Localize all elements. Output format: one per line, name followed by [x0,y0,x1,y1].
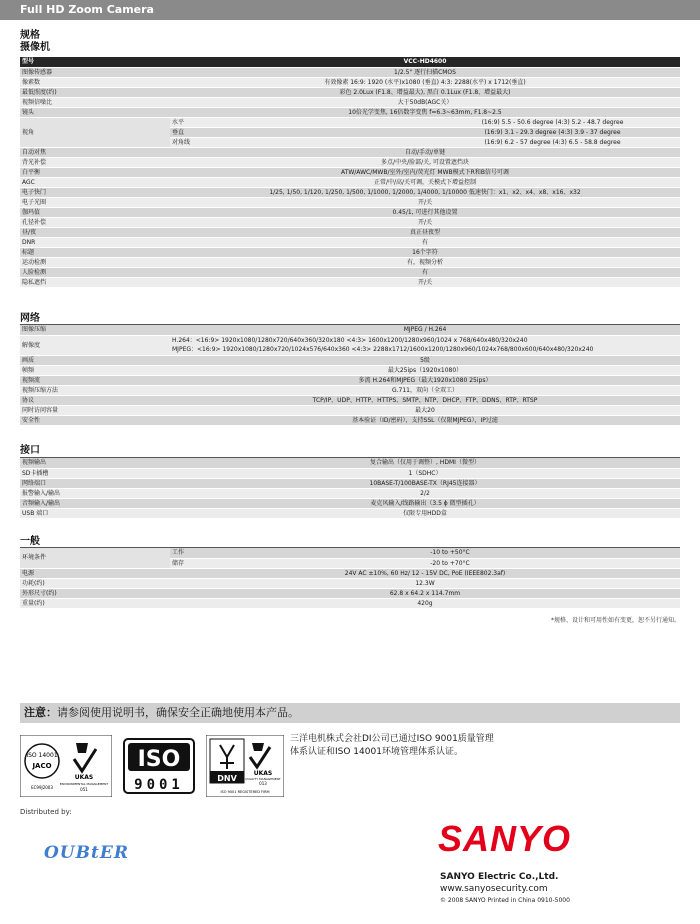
safety-notice [20,703,680,723]
spec-sub-label: 工作 [170,548,220,558]
product-title: Full HD Zoom Camera [20,3,154,16]
crown-icon [252,743,264,751]
spec-value: 大于50dB(AGC关） [170,97,680,107]
ukas-text: UKAS [253,770,273,777]
spec-footnote: *规格、设计和可用性如有变更，恕不另行通知。 [550,617,680,624]
table-header-row [20,57,680,67]
spec-heading [20,30,50,54]
table-row [20,107,680,117]
spec-label: 视频流 [20,375,170,385]
spec-sub-label: 垂直 [170,127,425,137]
spec-value: 16个字符 [170,247,680,257]
spec-value: MJPEG / H.264 [170,325,680,335]
crown-icon [76,743,88,753]
table-row [20,147,680,157]
table-row [20,87,680,97]
spec-value: 真正昼夜型 [170,227,680,237]
spec-value: 1/2.5" 逐行扫描CMOS [170,67,680,77]
copyright-text: © 2008 SANYO Printed in China 0910-5000 [440,897,570,904]
table-row [20,588,680,598]
registered-firm-caption: ISO 9001 REGISTERED FIRM [220,790,270,794]
ukas-number: 013 [259,781,267,786]
spec-label: 电源 [20,568,170,578]
spec-label: 重量(约) [20,598,170,608]
spec-label: 视频输出 [20,458,170,468]
table-row [20,458,680,468]
spec-value: 有效像素 16:9: 1920 (水平)x1080 (垂直) 4:3: 2288(水平) x 1712(垂直) [170,77,680,87]
spec-value: 12.3W [170,578,680,588]
spec-label: 背光补偿 [20,157,170,167]
spec-value: -20 to +70°C [220,558,680,568]
spec-value: 5级 [170,355,680,365]
table-row [20,187,680,197]
spec-label: 功耗(约) [20,578,170,588]
spec-value: 1/25, 1/50, 1/120, 1/250, 1/500, 1/1000, 1/2000, 1/4000, 1/10000 低速快门：x1、x2、x4、x8、x16、x32 [170,187,680,197]
table-row [20,385,680,395]
interface-heading: 接口 [20,445,40,456]
spec-group-label: 环境条件 [20,548,170,568]
table-row [20,207,680,217]
spec-value: G.711，双向（全双工） [170,385,680,395]
notice-text: 请参阅使用说明书，确保安全正确地使用本产品。 [57,706,299,719]
spec-value: 24V AC ±10%, 60 Hz/ 12 - 15V DC, PoE (IEEE802.3af) [170,568,680,578]
spec-label: 视频压缩方法 [20,385,170,395]
spec-label: 音频输入/输出 [20,498,170,508]
table-row [20,77,680,87]
table-row [20,217,680,227]
table-row [20,598,680,608]
spec-label: 白平衡 [20,167,170,177]
spec-label: 帧频 [20,365,170,375]
spec-label: 隐私遮挡 [20,277,170,287]
table-row [20,488,680,498]
model-label: 型号 [20,57,170,67]
spec-label: DNR [20,237,170,247]
spec-label: 电子光圈 [20,197,170,207]
certification-statement [290,733,550,759]
spec-value: ATW/AWC/MWB/室外/室内/荧光灯 MWB模式下R和B信号可调 [170,167,680,177]
spec-value: 彩色 2.0Lux (F1.8、增益最大), 黑白 0.1Lux (F1.8、增益最大) [170,87,680,97]
spec-value: 最大20 [170,405,680,415]
spec-label: 解像度 [20,335,170,355]
cert-text-line2: 体系认证和ISO 14001环境管理体系认证。 [290,747,463,757]
table-row [20,568,680,578]
spec-label: 孔径补偿 [20,217,170,227]
table-row [20,227,680,237]
spec-label: 图像压缩 [20,325,170,335]
spec-value: 麦克风输入/线路输出（3.5 ϕ 微型插孔） [170,498,680,508]
table-row [20,157,680,167]
table-row [20,355,680,365]
spec-value: -10 to +50°C [220,548,680,558]
spec-sub-label: 储存 [170,558,220,568]
cert-code: EC99J2003 [31,785,53,790]
spec-value: 有，视频分析 [170,257,680,267]
spec-label: 外形尺寸(约) [20,588,170,598]
spec-group-label: 视角 [20,117,170,147]
spec-label: 昼/夜 [20,227,170,237]
dnv-cert-logo [206,735,284,795]
table-row [20,335,680,355]
spec-label: SD卡插槽 [20,468,170,478]
spec-label: 镜头 [20,107,170,117]
spec-value: (16:9) 3.1 - 29.3 degree (4:3) 3.9 - 37 degree [425,127,680,137]
table-row [20,365,680,375]
table-row [20,548,680,558]
spec-label: 协议 [20,395,170,405]
spec-value: 62.8 x 64.2 x 114.7mm [170,588,680,598]
sanyo-logo: SANYO [438,818,572,859]
spec-value: 10倍光学变焦, 16倍数字变焦 f=6.3~63mm, F1.8~2.5 [170,107,680,117]
table-row [20,247,680,257]
spec-label: 像素数 [20,77,170,87]
distributor-logo: OUBtER [44,843,129,863]
spec-value: 自动/手动/单键 [170,147,680,157]
table-row [20,498,680,508]
table-row [20,257,680,267]
spec-heading-title: 规格 [20,30,40,41]
page-header-bar [0,0,700,20]
spec-value: (16:9) 5.5 - 50.6 degree (4:3) 5.2 - 48.7 degree [425,117,680,127]
table-row [20,375,680,385]
spec-heading-subtitle: 摄像机 [20,42,50,53]
ukas-subtitle: ENVIRONMENTAL MANAGEMENT [59,782,109,786]
spec-label: 标题 [20,247,170,257]
spec-label: 电子快门 [20,187,170,197]
spec-value: 10BASE-T/100BASE-TX（RJ45连接器） [170,478,680,488]
spec-value: 有 [170,267,680,277]
spec-label: USB 端口 [20,508,170,518]
spec-value: TCP/IP、UDP、HTTP、HTTPS、SMTP、NTP、DHCP、FTP、DDNS、RTP、RTSP [170,395,680,405]
spec-value: 有 [170,237,680,247]
table-row [20,277,680,287]
spec-label: 伽玛值 [20,207,170,217]
dnv-text: DNV [217,774,237,783]
spec-label: 网络端口 [20,478,170,488]
table-row [20,237,680,247]
table-row [20,177,680,187]
spec-value: 仅限专用HDD盒 [170,508,680,518]
ukas-number: 051 [80,787,88,792]
iso-number: 9001 [134,777,184,793]
table-row [20,405,680,415]
iso-text: ISO [137,747,181,772]
network-spec-table [20,325,680,426]
spec-value: 复合输出（仅用于调整）, HDMI（微型） [170,458,680,468]
spec-value: 2/2 [170,488,680,498]
table-row [20,578,680,588]
ukas-subtitle: QUALITY MANAGEMENT [245,777,281,781]
spec-label: 自动对焦 [20,147,170,157]
camera-spec-table [20,57,680,288]
table-row [20,478,680,488]
resolution-value [170,335,680,355]
spec-label: 人脸检测 [20,267,170,277]
table-row [20,508,680,518]
spec-sub-label: 水平 [170,117,425,127]
iso9001-cert-logo [120,735,198,795]
table-row [20,67,680,77]
resolution-line-h264: H.264：<16:9> 1920x1080/1280x720/640x360/320x180 <4:3> 1600x1200/1280x960/1024 x 768/640x480/320x240 [172,337,528,344]
spec-value: 多流 H.264和MJPEG（最大1920x1080 25ips） [170,375,680,385]
spec-label: 图像传感器 [20,67,170,77]
table-row [20,267,680,277]
spec-value: 最大25ips（1920x1080） [170,365,680,375]
spec-label: 最低照度(约) [20,87,170,97]
spec-value: 开/关 [170,197,680,207]
ukas-text: UKAS [74,774,94,781]
table-row [20,325,680,335]
table-row [20,468,680,478]
resolution-line-mjpeg: MJPEG：<16:9> 1920x1080/1280x720/1024x576/640x360 <4:3> 2288x1712/1600x1200/1280x960/1024x768/800x600/640x480/320x240 [172,346,594,353]
spec-value: 1（SDHC） [170,468,680,478]
spec-sub-label: 对角线 [170,137,425,147]
spec-label: 报警输入/输出 [20,488,170,498]
spec-value: (16:9) 6.2 - 57 degree (4:3) 6.5 - 58.8 degree [425,137,680,147]
network-heading: 网络 [20,313,40,324]
cert-text-line1: 三洋电机株式会社DI公司已通过ISO 9001质量管理 [290,734,494,744]
spec-label: 运动检测 [20,257,170,267]
spec-value: 420g [170,598,680,608]
spec-label: AGC [20,177,170,187]
spec-label: 视频信噪比 [20,97,170,107]
table-row [20,167,680,177]
table-row [20,97,680,107]
spec-value: 基本验证（ID/密码），支持SSL（仅限MJPEG），IP过滤 [170,415,680,425]
jaco-text: JACO [32,762,52,770]
company-website: www.sanyosecurity.com [440,884,548,894]
model-number: VCC-HD4600 [170,57,680,67]
iso14001-text: ISO 14001 [26,752,58,759]
spec-label: 画质 [20,355,170,365]
table-row [20,117,680,127]
spec-label: 同时访问容量 [20,405,170,415]
spec-value: 开/关 [170,217,680,227]
spec-value: 正常/中/高/关可调，关模式下增益控制 [170,177,680,187]
general-spec-table [20,548,680,609]
table-row [20,395,680,405]
company-name: SANYO Electric Co.,Ltd. [440,872,559,882]
spec-value: 开/关 [170,277,680,287]
spec-value: 0.45/1, 可进行其他设置 [170,207,680,217]
general-heading: 一般 [20,536,40,547]
spec-value: 多点/中央/脸部/关, 可设置遮挡块 [170,157,680,167]
iso14001-cert-logo [20,735,112,795]
table-row [20,415,680,425]
spec-label: 安全性 [20,415,170,425]
notice-prefix: 注意： [24,706,57,719]
interface-spec-table [20,458,680,519]
table-row [20,197,680,207]
distributed-by-label: Distributed by: [20,808,72,816]
